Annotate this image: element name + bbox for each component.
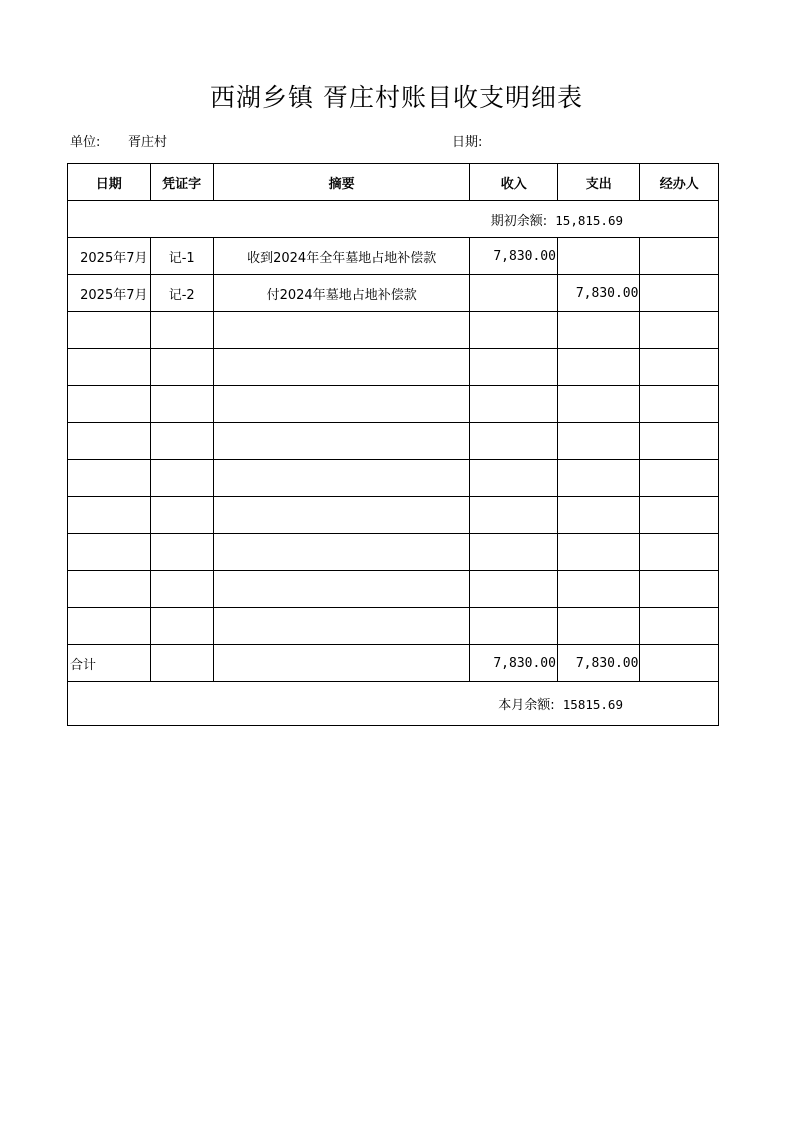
total-label: 合计 [68, 645, 151, 682]
total-income: 7,830.00 [470, 645, 558, 682]
unit-value: 胥庄村 [128, 135, 168, 150]
row-income [470, 275, 558, 312]
total-row [68, 645, 719, 682]
header-voucher: 凭证字 [150, 164, 213, 201]
unit-label: 单位: [70, 135, 101, 150]
row-handler [640, 275, 719, 312]
table-row [68, 238, 719, 275]
row-date: 2025年7月 [68, 238, 151, 275]
row-income: 7,830.00 [470, 238, 558, 275]
closing-balance-label: 本月余额: [498, 698, 555, 713]
row-expense [557, 238, 640, 275]
row-expense: 7,830.00 [557, 275, 640, 312]
empty-row [68, 423, 719, 460]
empty-row [68, 608, 719, 645]
header-handler: 经办人 [640, 164, 719, 201]
empty-row [68, 571, 719, 608]
header-income: 收入 [470, 164, 558, 201]
empty-row [68, 534, 719, 571]
header-date: 日期 [68, 164, 151, 201]
date-label: 日期: [452, 135, 483, 150]
empty-row [68, 460, 719, 497]
row-summary: 付2024年墓地占地补偿款 [213, 275, 470, 312]
empty-row [68, 349, 719, 386]
ledger-table [67, 163, 719, 726]
total-expense: 7,830.00 [557, 645, 640, 682]
closing-balance-value: 15815.69 [562, 697, 623, 712]
row-handler [640, 238, 719, 275]
table-row [68, 275, 719, 312]
header-row [68, 164, 719, 201]
row-date: 2025年7月 [68, 275, 151, 312]
opening-balance-label: 期初余额: [490, 213, 548, 229]
opening-balance-row [68, 201, 719, 238]
empty-row [68, 497, 719, 534]
header-expense: 支出 [557, 164, 640, 201]
page-title: 西湖乡镇 胥庄村账目收支明细表 [210, 83, 583, 112]
row-voucher: 记-1 [150, 238, 213, 275]
empty-row [68, 386, 719, 423]
row-voucher: 记-2 [150, 275, 213, 312]
opening-balance-value: 15,815.69 [555, 212, 623, 228]
empty-row [68, 312, 719, 349]
closing-balance-row [68, 682, 719, 726]
header-summary: 摘要 [213, 164, 470, 201]
row-summary: 收到2024年全年墓地占地补偿款 [213, 238, 470, 275]
